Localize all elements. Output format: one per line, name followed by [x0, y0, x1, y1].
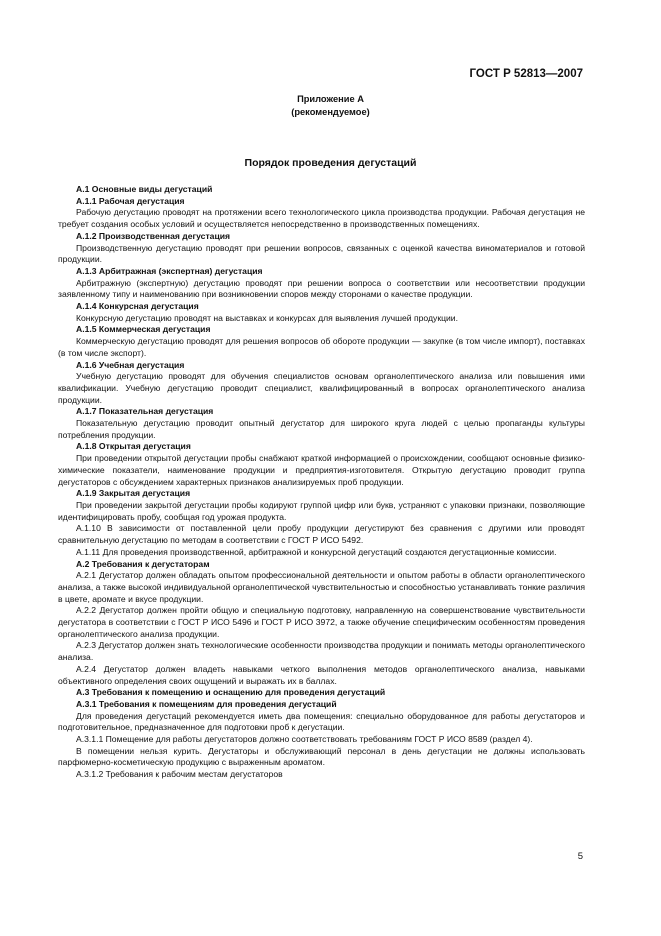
- section-heading: А.1.1 Рабочая дегустация: [76, 195, 185, 206]
- body-paragraph: А.3.1.2 Требования к рабочим местам дегустаторов: [76, 769, 283, 780]
- appendix-title: Приложение А: [297, 94, 364, 104]
- body-paragraph: В помещении нельзя курить. Дегустаторы и обслуживающий персонал в день дегустации не должны использовать парфюмерно-косметическую продукцию с выраженным ароматом.: [58, 745, 585, 768]
- section-heading: А.1.4 Конкурсная дегустация: [76, 301, 199, 312]
- body-paragraph: Конкурсную дегустацию проводят на выставках и конкурсах для выявления лучшей продукции.: [76, 312, 458, 323]
- body-paragraph: Производственную дегустацию проводят при решении вопросов, связанных с оценкой качества виноматериалов и готовой продукции.: [58, 242, 585, 265]
- page-number: 5: [577, 851, 583, 862]
- body-paragraph: А.1.11 Для проведения производственной, арбитражной и конкурсной дегустаций создаются дегустационные комиссии.: [76, 546, 557, 557]
- section-heading: А.1.3 Арбитражная (экспертная) дегустация: [76, 265, 263, 276]
- document-code: ГОСТ Р 52813—2007: [469, 68, 583, 80]
- section-heading: А.2 Требования к дегустаторам: [76, 558, 210, 569]
- section-heading: А.1.8 Открытая дегустация: [76, 441, 191, 452]
- document-body: [58, 184, 585, 781]
- body-paragraph: Учебную дегустацию проводят для обучения специалистов основам органолептического анализа или повышения ими квалификации. Учебную дегустацию проводит специалист, квалифицированный в вопросах органолептического анализа продукции.: [58, 371, 585, 405]
- section-heading: А.1.5 Коммерческая дегустация: [76, 324, 211, 335]
- section-heading: А.1.7 Показательная дегустация: [76, 406, 214, 417]
- section-heading: А.3.1 Требования к помещениям для проведения дегустаций: [76, 698, 337, 709]
- section-heading: А.1.2 Производственная дегустация: [76, 230, 231, 241]
- body-paragraph: При проведении закрытой дегустации пробы кодируют группой цифр или букв, устраняют с упаковки признаки, позволяющие идентифицировать пробу, сообщая год урожая продукта.: [58, 499, 585, 522]
- section-heading: А.1.9 Закрытая дегустация: [76, 488, 191, 499]
- body-paragraph: А.1.10 В зависимости от поставленной цели пробу продукции дегустируют без сравнения с другими или проводят сравнительную дегустацию по методам в соответствии с ГОСТ Р ИСО 5492.: [58, 523, 585, 546]
- body-paragraph: А.2.3 Дегустатор должен знать технологические особенности производства продукции и понимать методы органолептического анализа.: [58, 640, 585, 663]
- body-paragraph: Рабочую дегустацию проводят на протяжении всего технологического цикла производства продукции. Рабочая дегустация не требует создания особых условий и осуществляется непосредственно в производственных помещениях.: [58, 207, 585, 230]
- appendix-heading: [0, 93, 661, 119]
- body-paragraph: Коммерческую дегустацию проводят для решения вопросов об обороте продукции — закупке (в том числе импорт), поставках (в том числе экспорт).: [58, 336, 585, 358]
- section-heading: А.1 Основные виды дегустаций: [76, 184, 213, 194]
- body-paragraph: Для проведения дегустаций рекомендуется иметь два помещения: специально оборудованное для работы дегустаторов и подготовительное, предназначенное для подготовки проб к дегустации.: [58, 710, 585, 733]
- page-title: Порядок проведения дегустаций: [244, 157, 417, 169]
- body-paragraph: А.3.1.1 Помещение для работы дегустаторов должно соответствовать требованиям ГОСТ Р ИСО 8589 (раздел 4).: [76, 734, 533, 745]
- appendix-subtitle: (рекомендуемое): [291, 107, 370, 117]
- body-paragraph: А.2.1 Дегустатор должен обладать опытом профессиональной деятельности и опытом работы в области органолептического анализа, а также высокой индивидуальной органолептической чувствительностью и способностью устанавливать тонкие различия в цвете, аромате и вкусе продукции.: [58, 570, 585, 604]
- body-paragraph: А.2.4 Дегустатор должен владеть навыками четкого выполнения методов органолептического анализа, навыками объективного определения своих ощущений и выражать их в баллах.: [58, 663, 585, 686]
- section-heading: А.3 Требования к помещению и оснащению для проведения дегустаций: [76, 687, 386, 698]
- body-paragraph: Показательную дегустацию проводит опытный дегустатор для широкого круга людей с целью пропаганды культуры потребления продукции.: [58, 418, 585, 440]
- body-paragraph: Арбитражную (экспертную) дегустацию проводят при решении вопроса о соответствии или несоответствии продукции заявленному типу и наименованию при возникновении споров между сторонами о качестве продукции.: [58, 277, 585, 300]
- body-paragraph: При проведении открытой дегустации пробы снабжают краткой информацией о происхождении, сообщают основные физико-химические показатели, наименование продукции и предприятия-изготовителя. Открытую дегустацию проводит группа дегустаторов с обсуждением характерных признаков анализируемых проб продукции.: [58, 453, 585, 487]
- body-paragraph: А.2.2 Дегустатор должен пройти общую и специальную подготовку, направленную на совершенствование чувствительности дегустатора в соответствии с ГОСТ Р ИСО 5496 и ГОСТ Р ИСО 3972, а также обучение специфическим особенностям проведения органолептического анализа продукции.: [58, 605, 585, 639]
- section-heading: А.1.6 Учебная дегустация: [76, 359, 185, 370]
